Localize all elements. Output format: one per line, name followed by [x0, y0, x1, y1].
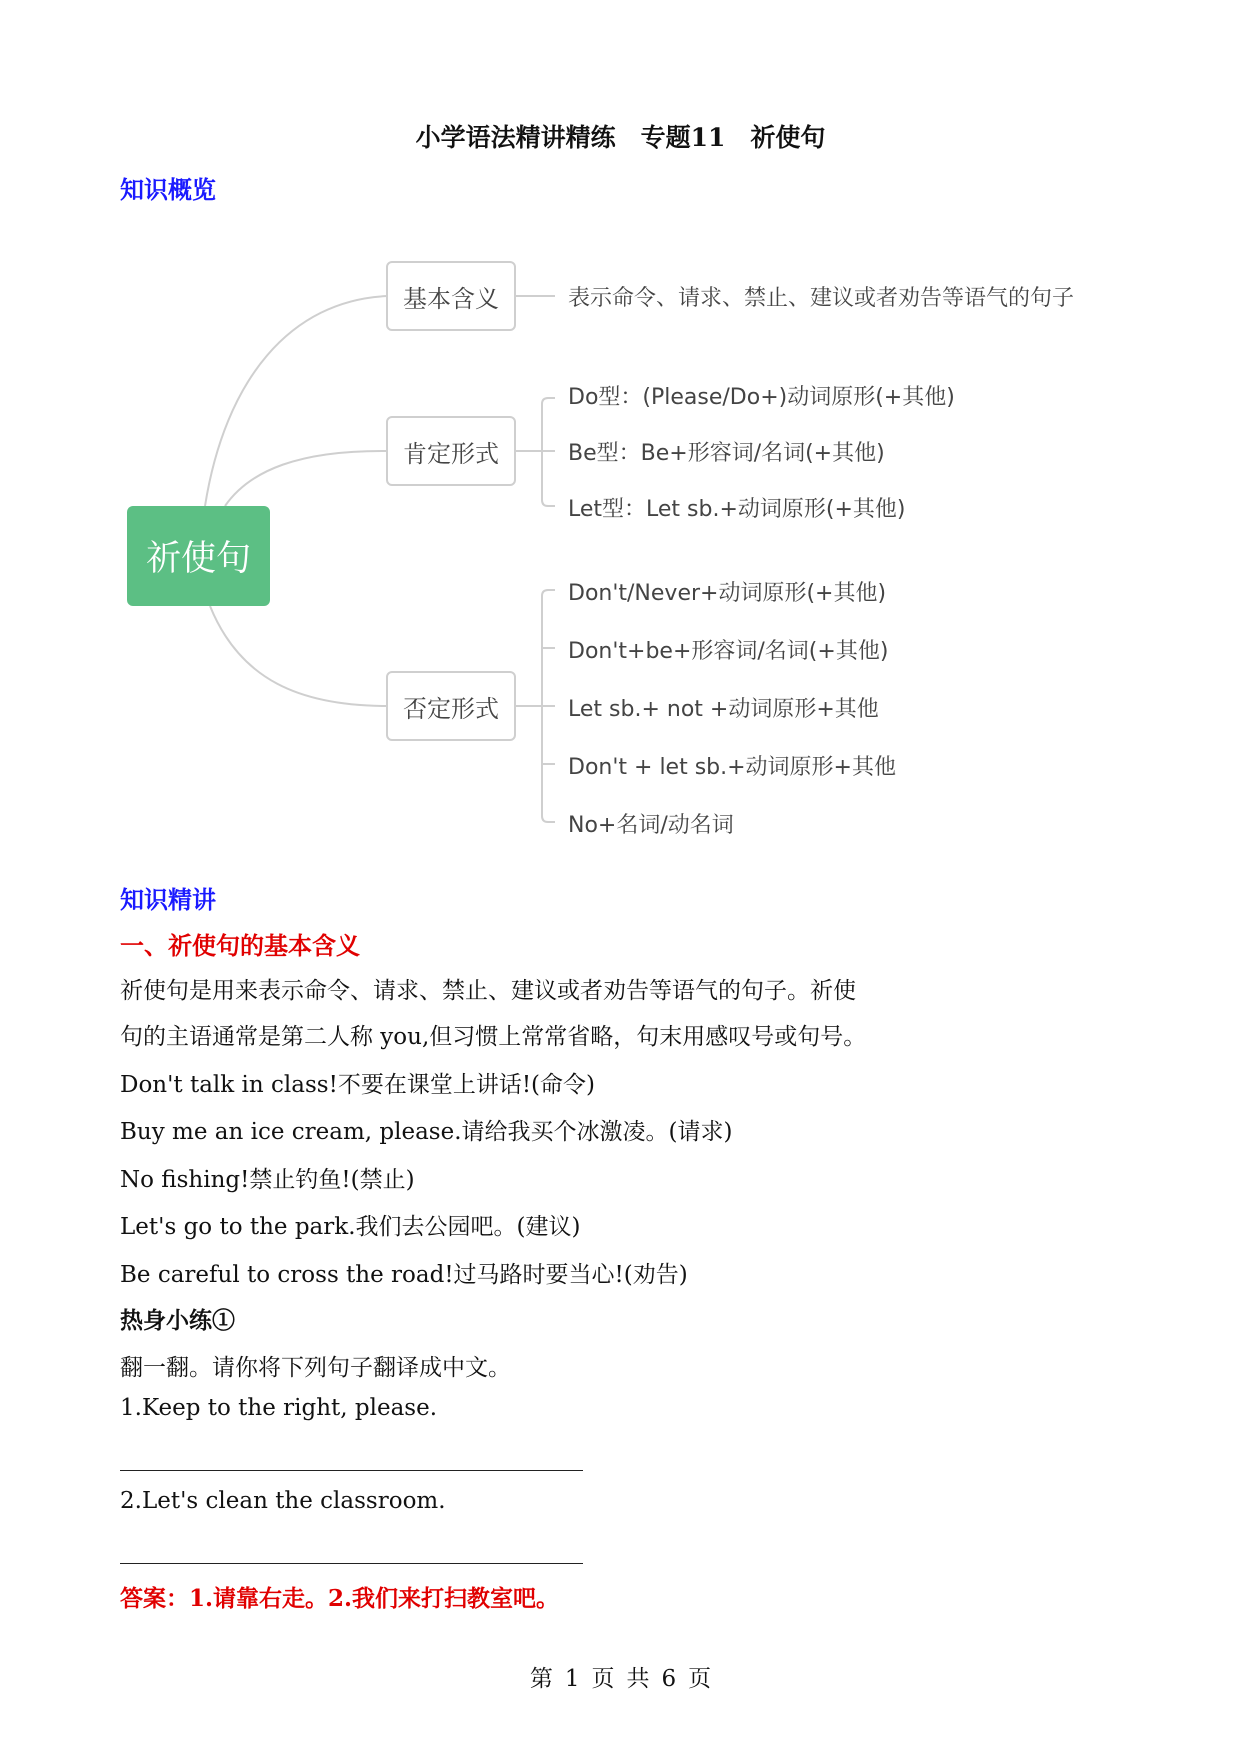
- detail-heading: 知识精讲: [120, 885, 216, 914]
- answer-blank-1: [120, 1470, 583, 1471]
- leaf-negative-2: Don't+be+形容词/名词(+其他): [568, 639, 889, 664]
- leaf-negative-5: No+名词/动名词: [568, 813, 734, 838]
- overview-heading: 知识概览: [120, 175, 216, 204]
- page-footer: [0, 1660, 1241, 1693]
- answer-text: 答案：1.请靠右走。2.我们来打扫教室吧。: [120, 1585, 560, 1612]
- connector-branch1: [205, 296, 388, 506]
- question-1: 1.Keep to the right, please.: [120, 1395, 438, 1421]
- leaf-basic-meaning: 表示命令、请求、禁止、建议或者劝告等语气的句子: [568, 286, 1075, 311]
- footer-prefix: 第: [529, 1666, 553, 1692]
- practice-instruction: 翻一翻。请你将下列句子翻译成中文。: [120, 1355, 511, 1381]
- section1-heading: 一、祈使句的基本含义: [120, 931, 360, 960]
- connector-branch3: [210, 606, 388, 706]
- footer-page-number: 1: [564, 1666, 580, 1692]
- branch-basic-meaning: 基本含义: [386, 261, 516, 331]
- leaf-negative-1: Don't/Never+动词原形(+其他): [568, 581, 887, 606]
- question-2: 2.Let's clean the classroom.: [120, 1488, 446, 1514]
- footer-total-pages: 6: [661, 1666, 677, 1692]
- footer-page-word: 页: [591, 1666, 615, 1692]
- page-title: 小学语法精讲精练 专题11 祈使句: [415, 123, 826, 152]
- leaf-negative-4: Don't + let sb.+动词原形+其他: [568, 755, 896, 780]
- mindmap-root: 祈使句: [127, 506, 270, 606]
- example-command: Don't talk in class!不要在课堂上讲话!(命令): [120, 1072, 596, 1098]
- branch-affirmative: 肯定形式: [386, 416, 516, 486]
- practice-heading: 热身小练①: [120, 1307, 235, 1334]
- example-suggestion: Let's go to the park.我们去公园吧。(建议): [120, 1214, 581, 1240]
- branch-negative: 否定形式: [386, 671, 516, 741]
- footer-suffix: 页: [688, 1666, 712, 1692]
- example-advice: Be careful to cross the road!过马路时要当心!(劝告): [120, 1262, 688, 1288]
- leaf-negative-3: Let sb.+ not +动词原形+其他: [568, 697, 879, 722]
- paragraph-line-1: 祈使句是用来表示命令、请求、禁止、建议或者劝告等语气的句子。祈使: [120, 978, 856, 1004]
- leaf-affirmative-let: Let型：Let sb.+动词原形(+其他): [568, 497, 906, 522]
- example-prohibition: No fishing!禁止钓鱼!(禁止): [120, 1167, 415, 1193]
- leaf-affirmative-do: Do型：(Please/Do+)动词原形(+其他): [568, 385, 955, 410]
- example-request: Buy me an ice cream, please.请给我买个冰激凌。(请求): [120, 1119, 733, 1145]
- answer-blank-2: [120, 1563, 583, 1564]
- paragraph-line-2: 句的主语通常是第二人称 you,但习惯上常常省略，句末用感叹号或句号。: [120, 1024, 867, 1050]
- footer-total-prefix: 共: [626, 1666, 650, 1692]
- connector-branch2: [225, 451, 388, 506]
- leaf-affirmative-be: Be型：Be+形容词/名词(+其他): [568, 441, 885, 466]
